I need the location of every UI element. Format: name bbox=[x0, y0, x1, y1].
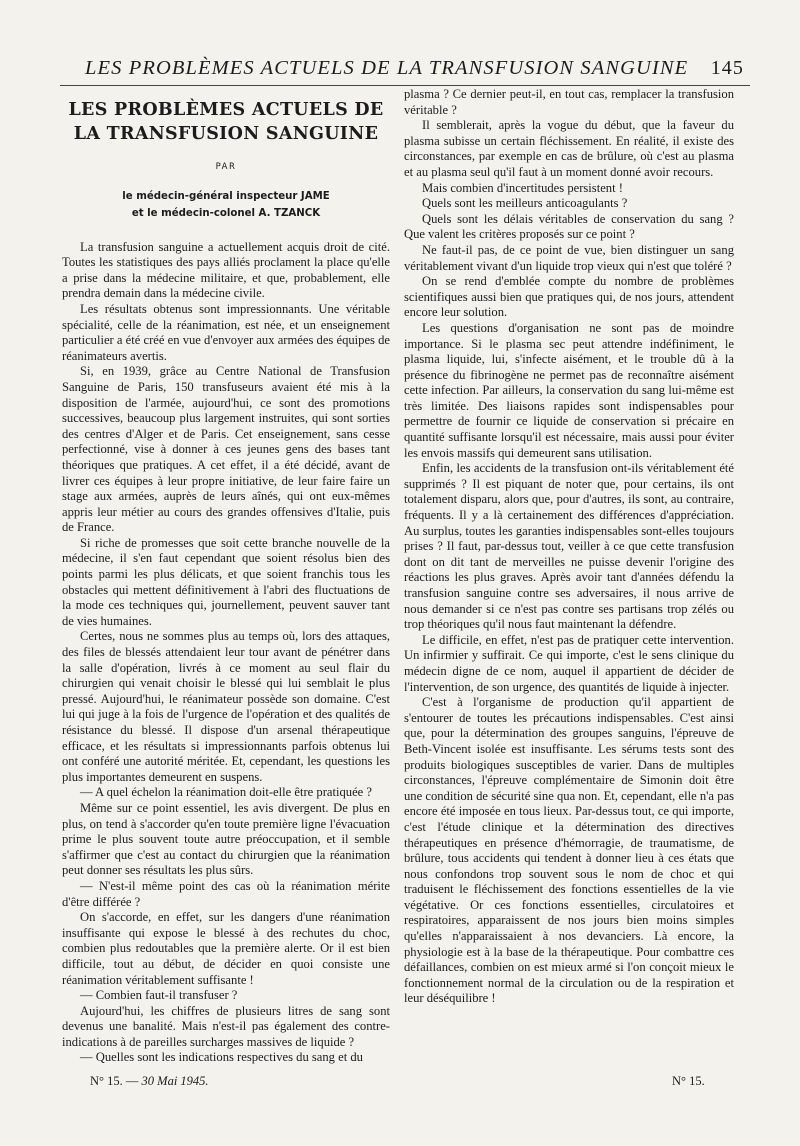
article-title-line-2: LA TRANSFUSION SANGUINE bbox=[73, 124, 379, 144]
left-column bbox=[62, 96, 390, 1066]
paragraph: Il semblerait, après la vogue du début, que la faveur du plasma subisse un certain fléchissement. En réalité, il existe des circonstances, par exemple en cas de brûlure, où c'est au plasma et au plasma seul qu'il faut à un moment donné avoir recours. bbox=[404, 118, 734, 179]
right-column bbox=[404, 87, 734, 1007]
paragraph: Si riche de promesses que soit cette branche nouvelle de la médecine, il s'en faut cependant que soient résolus bien des points parmi les plus délicats, et que soient franchis tous les obstacles qui mettent définitivement à l'abri des fluctuations de la mode ces techniques qui, journellement, peuvent sauver tant de vies humaines. bbox=[62, 535, 390, 628]
paragraph: — A quel échelon la réanimation doit-elle être pratiquée ? bbox=[80, 785, 372, 800]
byline-par: PAR bbox=[215, 162, 237, 172]
authors bbox=[62, 188, 390, 222]
paragraph: Quels sont les meilleurs anticoagulants ? bbox=[422, 196, 628, 211]
author-2: et le médecin-colonel A. TZANCK bbox=[131, 207, 321, 219]
paragraph: Ne faut-il pas, de ce point de vue, bien distinguer un sang véritablement vivant d'un liquide trop vieux qui n'est que toléré ? bbox=[404, 242, 734, 273]
paragraph: Les questions d'organisation ne sont pas de moindre importance. Si le plasma sec peut attendre indéfiniment, le plasma liquide, lui, s'infecte aisément, et le trouble dû à la présence du fibrinogène ne permet pas de reconnaître aisément cette infection. Par ailleurs, la conservation du sang lui-même est très limitée. Des liaisons rapides sont indispensables pour permettre de fournir ce liquide de conservation si précaire en quantité suffisante lorsqu'il est nécessaire, mais aussi pour éviter les envois massifs qui demeurent sans utilisation. bbox=[404, 320, 734, 460]
footer-issue-right: N° 15. bbox=[672, 1074, 705, 1088]
paragraph: La transfusion sanguine a actuellement acquis droit de cité. Toutes les statistiques des pays alliés proclament la place qu'elle a prise dans la médecine militaire, et que, probablement, elle prendra demain dans la médecine civile. bbox=[62, 239, 390, 301]
paragraph: On se rend d'emblée compte du nombre de problèmes scientifiques aussi bien que pratiques qui, de nos jours, attendent encore leur solution. bbox=[404, 274, 734, 320]
paragraph: — Quelles sont les indications respectives du sang et du bbox=[80, 1050, 363, 1065]
article-title-line-1: LES PROBLÈMES ACTUELS DE bbox=[68, 100, 384, 120]
article-title bbox=[62, 98, 390, 146]
paragraph: Mais combien d'incertitudes persistent ! bbox=[422, 180, 623, 195]
paragraph: Le difficile, en effet, n'est pas de pratiquer cette intervention. Un infirmier y suffirait. Ce qui importe, c'est le sens clinique du médecin digne de ce nom, auquel il appartient de décider de l'intervention, de son urgence, des quantités de liquide à injecter. bbox=[404, 632, 734, 694]
paragraph: C'est à l'organisme de production qu'il appartient de s'entourer de toutes les précautions indispensables. C'est ainsi que, pour la détermination des groupes sanguins, l'épreuve de Beth-Vincent isolée est insuffisante. Les sérums tests sont des produits biologiques susceptibles de varier. Dans de multiples circonstances, l'épreuve complémentaire de Simonin doit être une condition de sécurité sine qua non. Et, cependant, elle n'a pas encore été imposée en tous lieux. Par-dessus tout, ce qui importe, c'est l'étude clinique et la détermination des directives thérapeutiques en présence d'hémorragie, de traumatisme, de brûlure, tous accidents qui tendent à donner lieu à ces états que nous confondons trop souvent sous le nom de choc et qui traduisent le fléchissement des fonctions essentielles de la vie végétative. Or ces fonctions essentielles, circulatoires et respiratoires, apparaissent de nos jours bien moins simples qu'elles n'apparaissaient à nos devanciers. Là encore, la physiologie est à la base de la thérapeutique. Pour combattre ces défaillances, combien on est mieux armé si l'on conçoit mieux le fonctionnement normal de la circulation ou de la respiration et leur déséquilibre ! bbox=[404, 695, 734, 1006]
footer-date: 30 Mai 1945. bbox=[141, 1074, 209, 1088]
paragraph: — Combien faut-il transfuser ? bbox=[80, 988, 238, 1003]
running-head bbox=[60, 55, 750, 86]
paragraph: Les résultats obtenus sont impressionnants. Une véritable spécialité, celle de la réanimation, est née, et un enseignement particulier a été créé en vue d'envoyer aux armées des équipes de réanimateurs avertis. bbox=[62, 301, 390, 363]
paragraph: — N'est-il même point des cas où la réanimation mérite d'être différée ? bbox=[62, 878, 390, 909]
paragraph: Enfin, les accidents de la transfusion ont-ils véritablement été supprimés ? Il est piquant de noter que, pour certains, ils ont totalement disparu, alors que, pour d'autres, ils sont, au contraire, fréquents. Il y a là certainement des différences d'appréciation. Au surplus, toutes les garanties indispensables sont-elles toujours prises ? Il faut, par-dessus tout, veiller à ce que cette transfusion dont on dit tant de merveilles ne puisse devenir l'origine des réactions les plus graves. Après avoir tant d'années défendu la transfusion sanguine contre ses adversaires, il nous arrive de nous demander si ce n'est pas contre ses partisans trop zélés ou trop théoriques qu'il nous faut maintenant la défendre. bbox=[404, 461, 734, 632]
paragraph: Aujourd'hui, les chiffres de plusieurs litres de sang sont devenus une banalité. Mais n'est-il pas également des contre-indications à de pareilles surcharges massives de liquide ? bbox=[62, 1003, 390, 1049]
paragraph: Certes, nous ne sommes plus au temps où, lors des attaques, des files de blessés attendaient leur tour avant de pénétrer dans la salle d'opération, livrés à ce moment au seul flair du chirurgien qui venait choisir le blessé qui lui semblait le plus pressé. Aujourd'hui, le réanimateur possède son domaine. C'est lui qui juge à la fois de l'urgence de l'opération et des qualités de résistance du blessé. Il dispose d'un arsenal thérapeutique efficace, et les résultats si impressionnants parfois obtenus lui ont conféré une autorité méritée. Et, cependant, les questions les plus importantes demeurent en suspens. bbox=[62, 629, 390, 784]
paragraph: Même sur ce point essentiel, les avis divergent. De plus en plus, on tend à s'accorder qu'en toute première ligne l'évacuation prime le plus souvent toute autre préoccupation, et il semble s'affirmer que c'est au contact du chirurgien que la réanimation peut donner ses résultats les plus sûrs. bbox=[62, 800, 390, 878]
page-number: 145 bbox=[710, 57, 744, 79]
paragraph: Quels sont les délais véritables de conservation du sang ? Que valent les critères proposés sur ce point ? bbox=[404, 211, 734, 242]
paragraph: Si, en 1939, grâce au Centre National de Transfusion Sanguine de Paris, 150 transfuseurs avaient été mis à la disposition de l'armée, aujourd'hui, ce sont des promotions successives, beaucoup plus largement instruites, qui sont sorties des centres d'Alger et de Paris. Cet enseignement, sans cesse perfectionné, vise à donner à ces jeunes gens des bases tant théoriques que pratiques. A cet effet, il a été décidé, avant de livrer ces équipes à leur propre initiative, de leur faire faire un stage aux armées, auprès de leurs aînés, qui ont eux-mêmes appris leur métier au cours des grandes offensives d'Italie, puis de France. bbox=[62, 364, 390, 535]
footer-issue-date bbox=[90, 1074, 209, 1089]
paragraph: On s'accorde, en effet, sur les dangers d'une réanimation insuffisante qui expose le blessé à des rechutes du choc, combien plus redoutables que la première alerte. Or il est bien difficile, tout au début, de décider en quoi consiste une réanimation véritablement suffisante ! bbox=[62, 910, 390, 987]
paragraph: plasma ? Ce dernier peut-il, en tout cas, remplacer la transfusion véritable ? bbox=[404, 87, 734, 117]
running-head-title: LES PROBLÈMES ACTUELS DE LA TRANSFUSION SANGUINE bbox=[85, 57, 689, 79]
footer-issue: N° 15. — bbox=[90, 1074, 142, 1088]
author-1: le médecin-général inspecteur JAME bbox=[122, 190, 330, 202]
